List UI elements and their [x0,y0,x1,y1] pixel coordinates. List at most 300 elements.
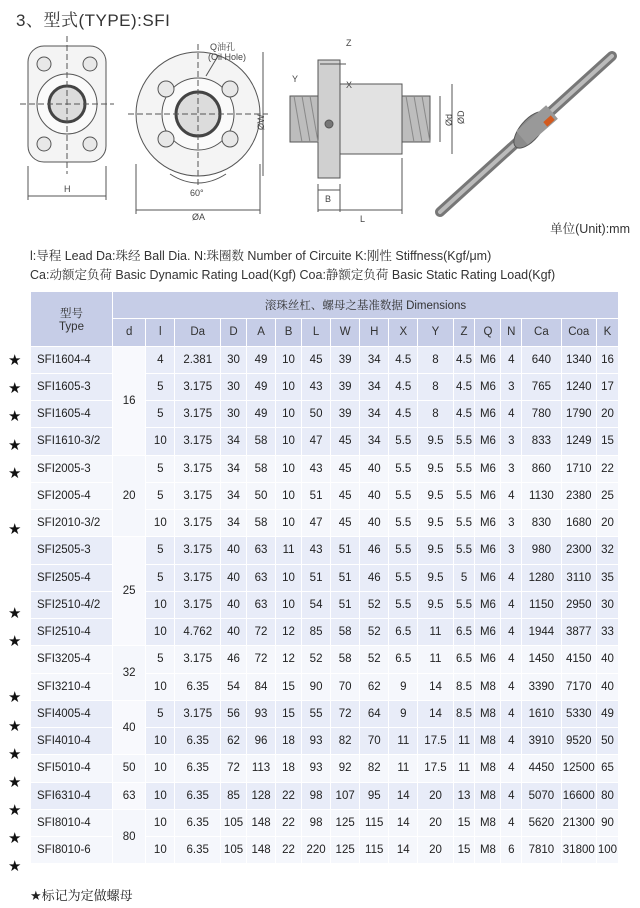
value-cell-w: 51 [331,591,360,618]
value-cell-z: 5 [453,564,475,591]
custom-nut-star-icon: ★ [8,380,22,398]
value-cell-l: 10 [146,591,175,618]
value-cell-h: 82 [360,755,389,782]
value-cell-ca: 640 [522,346,561,373]
value-cell-y: 9.5 [418,510,453,537]
column-header-w: W [331,319,360,346]
value-cell-z: 5.5 [453,510,475,537]
value-cell-h: 40 [360,510,389,537]
value-cell-ca: 3390 [522,673,561,700]
value-cell-y: 20 [418,782,453,809]
value-cell-coa: 31800 [561,837,596,864]
nut-side-view [290,60,452,214]
value-cell-l: 5 [146,537,175,564]
value-cell-k: 15 [596,428,618,455]
value-cell-y: 20 [418,837,453,864]
value-cell-da: 4.762 [175,619,221,646]
value-cell-l: 85 [302,619,331,646]
value-cell-b: 11 [276,537,302,564]
model-cell: SFI3210-4 [31,673,113,700]
ballscrew-3d-view [440,56,612,212]
dimensions-header: 滚珠丝杠、螺母之基准数据 Dimensions [113,292,619,319]
value-cell-z: 4.5 [453,373,475,400]
value-cell-q: M6 [475,591,501,618]
value-cell-k: 30 [596,591,618,618]
type-header-cn: 型号 [60,307,84,320]
value-cell-b: 12 [276,646,302,673]
value-cell-w: 125 [331,837,360,864]
value-cell-coa: 1240 [561,373,596,400]
value-cell-d: 72 [221,755,247,782]
value-cell-q: M6 [475,373,501,400]
value-cell-q: M8 [475,782,501,809]
value-cell-d: 34 [221,428,247,455]
value-cell-ca: 1280 [522,564,561,591]
value-cell-z: 6.5 [453,619,475,646]
value-cell-n: 3 [501,510,522,537]
value-cell-q: M6 [475,482,501,509]
value-cell-b: 10 [276,373,302,400]
dim-phi-d-lower: Ød [444,113,454,126]
value-cell-d: 40 [221,564,247,591]
value-cell-h: 64 [360,700,389,727]
value-cell-a: 72 [247,619,276,646]
value-cell-l: 10 [146,809,175,836]
value-cell-n: 3 [501,428,522,455]
model-cell: SFI2005-3 [31,455,113,482]
value-cell-z: 4.5 [453,401,475,428]
value-cell-l: 45 [302,346,331,373]
value-cell-coa: 1790 [561,401,596,428]
value-cell-coa: 4150 [561,646,596,673]
value-cell-da: 3.175 [175,482,221,509]
value-cell-l: 43 [302,537,331,564]
value-cell-b: 18 [276,755,302,782]
custom-nut-star-icon: ★ [8,605,22,623]
value-cell-coa: 21300 [561,809,596,836]
value-cell-x: 5.5 [389,510,418,537]
value-cell-da: 6.35 [175,755,221,782]
value-cell-da: 6.35 [175,782,221,809]
value-cell-da: 3.175 [175,700,221,727]
value-cell-z: 11 [453,755,475,782]
value-cell-ca: 4450 [522,755,561,782]
value-cell-l: 5 [146,455,175,482]
value-cell-b: 10 [276,346,302,373]
value-cell-x: 6.5 [389,619,418,646]
dim-phi-d-upper: ØD [456,110,466,124]
value-cell-coa: 9520 [561,728,596,755]
value-cell-l: 98 [302,782,331,809]
value-cell-k: 35 [596,564,618,591]
shaft-diameter-cell: 25 [113,537,146,646]
value-cell-d: 105 [221,837,247,864]
value-cell-x: 11 [389,755,418,782]
value-cell-k: 33 [596,619,618,646]
oil-hole-label-en: (Oil Hole) [208,52,247,62]
value-cell-n: 4 [501,482,522,509]
value-cell-ca: 1610 [522,700,561,727]
value-cell-w: 72 [331,700,360,727]
value-cell-d: 30 [221,401,247,428]
value-cell-q: M8 [475,673,501,700]
value-cell-ca: 1130 [522,482,561,509]
value-cell-w: 39 [331,373,360,400]
value-cell-n: 4 [501,346,522,373]
spec-table [30,291,619,864]
value-cell-ca: 5070 [522,782,561,809]
value-cell-l: 43 [302,373,331,400]
model-cell: SFI1610-3/2 [31,428,113,455]
oil-hole-label-cn: Q油孔 [210,42,236,52]
model-cell: SFI8010-4 [31,809,113,836]
value-cell-w: 51 [331,537,360,564]
value-cell-b: 12 [276,619,302,646]
custom-nut-star-icon: ★ [8,352,22,370]
value-cell-l: 5 [146,401,175,428]
table-row [31,755,619,782]
value-cell-x: 4.5 [389,346,418,373]
value-cell-da: 3.175 [175,564,221,591]
value-cell-x: 5.5 [389,564,418,591]
value-cell-ca: 3910 [522,728,561,755]
value-cell-d: 30 [221,346,247,373]
column-header-l: l [146,319,175,346]
value-cell-h: 34 [360,373,389,400]
value-cell-coa: 1680 [561,510,596,537]
shaft-diameter-cell: 16 [113,346,146,455]
value-cell-l: 47 [302,510,331,537]
value-cell-y: 17.5 [418,728,453,755]
value-cell-coa: 5330 [561,700,596,727]
value-cell-ca: 830 [522,510,561,537]
value-cell-a: 128 [247,782,276,809]
value-cell-h: 52 [360,591,389,618]
value-cell-d: 40 [221,619,247,646]
value-cell-a: 49 [247,346,276,373]
value-cell-ca: 765 [522,373,561,400]
value-cell-h: 52 [360,619,389,646]
value-cell-h: 70 [360,728,389,755]
value-cell-n: 4 [501,728,522,755]
dim-x: X [346,80,353,90]
value-cell-b: 22 [276,837,302,864]
value-cell-k: 17 [596,373,618,400]
value-cell-da: 3.175 [175,401,221,428]
value-cell-n: 3 [501,373,522,400]
value-cell-a: 113 [247,755,276,782]
value-cell-y: 14 [418,700,453,727]
value-cell-y: 11 [418,619,453,646]
dim-phi-w: ØW [256,114,266,130]
column-header-l: L [302,319,331,346]
shaft-diameter-cell: 20 [113,455,146,537]
value-cell-x: 5.5 [389,455,418,482]
table-row [31,346,619,373]
value-cell-x: 14 [389,782,418,809]
value-cell-b: 15 [276,700,302,727]
value-cell-x: 9 [389,673,418,700]
value-cell-k: 20 [596,510,618,537]
value-cell-k: 16 [596,346,618,373]
dim-l: L [360,214,366,224]
type-header [31,292,113,347]
value-cell-k: 40 [596,646,618,673]
model-cell: SFI1604-4 [31,346,113,373]
column-header-da: Da [175,319,221,346]
model-cell: SFI2005-4 [31,482,113,509]
value-cell-n: 4 [501,619,522,646]
custom-nut-star-icon: ★ [8,858,22,875]
value-cell-q: M6 [475,510,501,537]
value-cell-k: 49 [596,700,618,727]
value-cell-n: 4 [501,646,522,673]
value-cell-n: 3 [501,455,522,482]
value-cell-h: 46 [360,537,389,564]
model-cell: SFI5010-4 [31,755,113,782]
value-cell-b: 10 [276,510,302,537]
value-cell-k: 40 [596,673,618,700]
value-cell-y: 8 [418,373,453,400]
value-cell-coa: 16600 [561,782,596,809]
column-header-d: D [221,319,247,346]
value-cell-y: 9.5 [418,564,453,591]
value-cell-d: 40 [221,537,247,564]
value-cell-q: M6 [475,346,501,373]
value-cell-l: 5 [146,700,175,727]
column-header-y: Y [418,319,453,346]
value-cell-b: 10 [276,455,302,482]
value-cell-y: 9.5 [418,591,453,618]
value-cell-w: 45 [331,482,360,509]
value-cell-coa: 2300 [561,537,596,564]
value-cell-a: 63 [247,591,276,618]
value-cell-y: 11 [418,646,453,673]
value-cell-l: 93 [302,728,331,755]
value-cell-n: 4 [501,401,522,428]
value-cell-ca: 1944 [522,619,561,646]
value-cell-w: 45 [331,455,360,482]
shaft-diameter-cell: 80 [113,809,146,864]
value-cell-da: 3.175 [175,455,221,482]
custom-nut-star-icon: ★ [8,520,22,538]
model-cell: SFI1605-4 [31,401,113,428]
value-cell-d: 46 [221,646,247,673]
table-row [31,537,619,564]
legend-line-2: Ca:动额定负荷 Basic Dynamic Rating Load(Kgf) Coa:静额定负荷 Basic Static Rating Load(Kgf) [30,268,556,282]
value-cell-a: 63 [247,537,276,564]
value-cell-l: 10 [146,619,175,646]
value-cell-a: 49 [247,373,276,400]
value-cell-da: 2.381 [175,346,221,373]
value-cell-ca: 980 [522,537,561,564]
column-header-q: Q [475,319,501,346]
custom-nut-star-icon: ★ [8,773,22,791]
value-cell-l: 43 [302,455,331,482]
value-cell-x: 11 [389,728,418,755]
value-cell-q: M6 [475,401,501,428]
dim-z: Z [346,38,352,48]
dim-b: B [325,194,332,204]
value-cell-x: 9 [389,700,418,727]
value-cell-n: 4 [501,673,522,700]
value-cell-y: 17.5 [418,755,453,782]
value-cell-w: 125 [331,809,360,836]
value-cell-coa: 3110 [561,564,596,591]
value-cell-h: 52 [360,646,389,673]
value-cell-a: 72 [247,646,276,673]
custom-nut-star-icon: ★ [8,717,22,735]
value-cell-da: 6.35 [175,809,221,836]
value-cell-b: 10 [276,401,302,428]
value-cell-l: 47 [302,428,331,455]
value-cell-a: 84 [247,673,276,700]
value-cell-ca: 1450 [522,646,561,673]
model-cell: SFI4010-4 [31,728,113,755]
model-cell: SFI6310-4 [31,782,113,809]
value-cell-w: 92 [331,755,360,782]
model-cell: SFI2505-4 [31,564,113,591]
type-header-en: Type [59,320,84,333]
value-cell-l: 4 [146,346,175,373]
value-cell-d: 34 [221,482,247,509]
value-cell-q: M6 [475,564,501,591]
value-cell-y: 9.5 [418,428,453,455]
custom-nut-star-icon: ★ [8,689,22,707]
value-cell-ca: 7810 [522,837,561,864]
value-cell-x: 5.5 [389,537,418,564]
page-title: 3、型式(TYPE):SFI [16,11,171,30]
value-cell-w: 58 [331,619,360,646]
value-cell-d: 54 [221,673,247,700]
value-cell-b: 22 [276,809,302,836]
value-cell-coa: 3877 [561,619,596,646]
value-cell-a: 58 [247,455,276,482]
value-cell-d: 40 [221,591,247,618]
table-row [31,782,619,809]
value-cell-a: 58 [247,428,276,455]
value-cell-z: 13 [453,782,475,809]
value-cell-l: 5 [146,646,175,673]
custom-nut-star-icon: ★ [8,436,22,454]
value-cell-b: 22 [276,782,302,809]
value-cell-l: 50 [302,401,331,428]
value-cell-b: 10 [276,591,302,618]
value-cell-d: 34 [221,455,247,482]
value-cell-coa: 2950 [561,591,596,618]
table-row [31,809,619,836]
value-cell-l: 51 [302,564,331,591]
value-cell-w: 39 [331,401,360,428]
value-cell-l: 52 [302,646,331,673]
value-cell-w: 82 [331,728,360,755]
value-cell-l: 10 [146,673,175,700]
value-cell-h: 46 [360,564,389,591]
value-cell-coa: 1710 [561,455,596,482]
value-cell-l: 10 [146,428,175,455]
flange-front-view-rect [20,36,114,200]
dim-phi-a: ØA [192,212,206,222]
value-cell-w: 45 [331,510,360,537]
value-cell-h: 34 [360,401,389,428]
value-cell-q: M8 [475,837,501,864]
value-cell-b: 10 [276,482,302,509]
legend-line-1: l:导程 Lead Da:珠经 Ball Dia. N:珠圈数 Number of Circuite K:刚性 Stiffness(Kgf/μm) [30,249,492,263]
value-cell-n: 4 [501,700,522,727]
value-cell-coa: 1249 [561,428,596,455]
value-cell-a: 96 [247,728,276,755]
value-cell-z: 5.5 [453,591,475,618]
value-cell-q: M6 [475,537,501,564]
value-cell-z: 5.5 [453,537,475,564]
value-cell-w: 58 [331,646,360,673]
value-cell-a: 63 [247,564,276,591]
value-cell-l: 10 [146,510,175,537]
value-cell-ca: 1150 [522,591,561,618]
value-cell-y: 8 [418,401,453,428]
value-cell-l: 5 [146,482,175,509]
value-cell-z: 15 [453,809,475,836]
value-cell-l: 90 [302,673,331,700]
value-cell-b: 15 [276,673,302,700]
value-cell-w: 45 [331,428,360,455]
value-cell-y: 14 [418,673,453,700]
value-cell-a: 49 [247,401,276,428]
value-cell-a: 58 [247,510,276,537]
value-cell-w: 39 [331,346,360,373]
value-cell-n: 4 [501,591,522,618]
footnote: ★标记为定做螺母 [30,888,133,903]
value-cell-da: 3.175 [175,537,221,564]
value-cell-d: 34 [221,510,247,537]
value-cell-n: 4 [501,755,522,782]
value-cell-b: 10 [276,564,302,591]
value-cell-b: 10 [276,428,302,455]
value-cell-k: 100 [596,837,618,864]
value-cell-h: 62 [360,673,389,700]
model-cell: SFI2010-3/2 [31,510,113,537]
value-cell-da: 3.175 [175,591,221,618]
value-cell-l: 93 [302,755,331,782]
custom-nut-star-icon: ★ [8,829,22,847]
column-header-n: N [501,319,522,346]
custom-nut-star-icon: ★ [8,801,22,819]
value-cell-w: 51 [331,564,360,591]
value-cell-y: 9.5 [418,482,453,509]
value-cell-b: 18 [276,728,302,755]
custom-nut-star-icon: ★ [8,633,22,651]
value-cell-a: 50 [247,482,276,509]
value-cell-x: 14 [389,809,418,836]
value-cell-h: 34 [360,428,389,455]
value-cell-k: 80 [596,782,618,809]
value-cell-q: M8 [475,700,501,727]
value-cell-n: 4 [501,809,522,836]
column-header-b: B [276,319,302,346]
value-cell-y: 20 [418,809,453,836]
value-cell-z: 5.5 [453,455,475,482]
value-cell-da: 3.175 [175,646,221,673]
value-cell-k: 20 [596,401,618,428]
value-cell-z: 5.5 [453,482,475,509]
value-cell-h: 40 [360,455,389,482]
table-row [31,646,619,673]
custom-nut-star-icon: ★ [8,745,22,763]
value-cell-d: 62 [221,728,247,755]
value-cell-z: 8.5 [453,700,475,727]
value-cell-coa: 1340 [561,346,596,373]
value-cell-h: 115 [360,837,389,864]
